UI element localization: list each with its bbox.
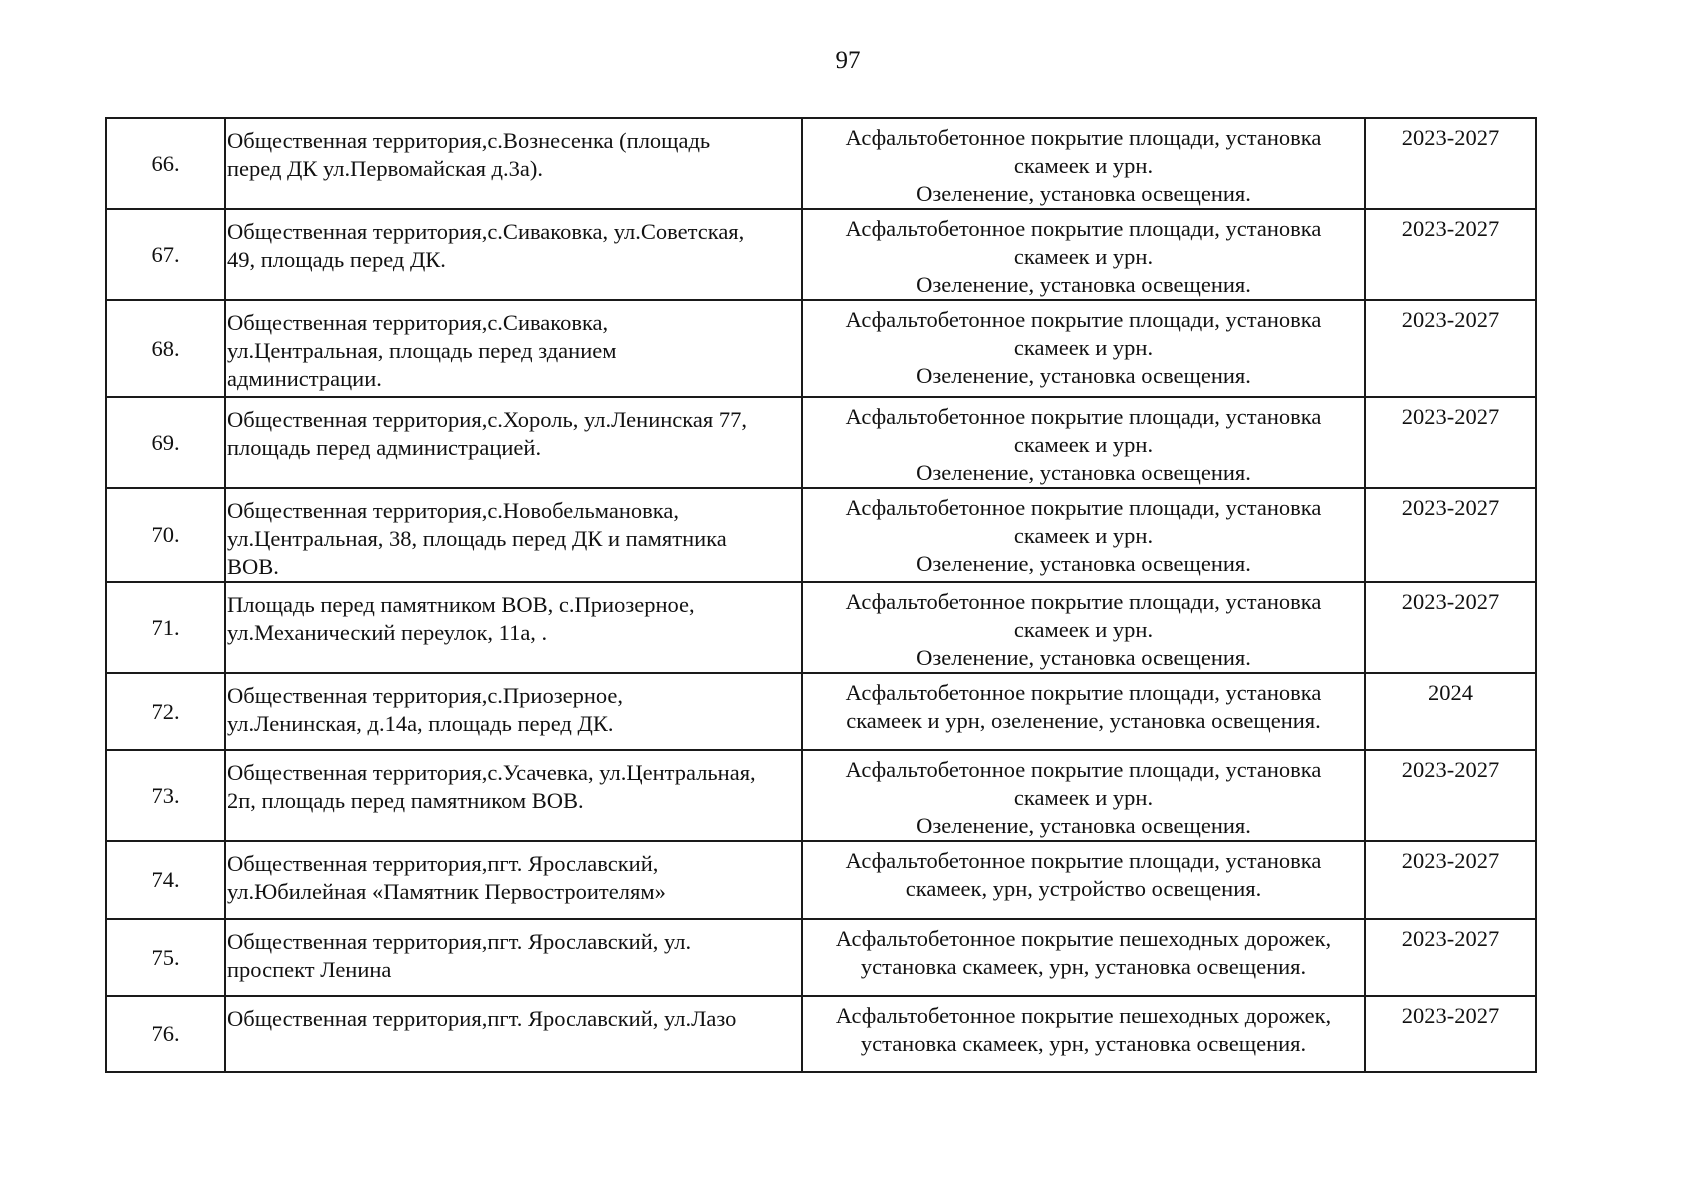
implementation-years: 2023-2027 <box>1365 841 1536 919</box>
table-row <box>106 673 1536 750</box>
implementation-years: 2023-2027 <box>1365 996 1536 1072</box>
row-number: 66. <box>106 118 225 209</box>
table-row <box>106 397 1536 488</box>
works-description: Асфальтобетонное покрытие площади, установка скамеек и урн. Озеленение, установка освещения. <box>845 307 1322 388</box>
works-description: Асфальтобетонное покрытие площади, установка скамеек и урн. Озеленение, установка освещения. <box>845 495 1322 576</box>
implementation-years: 2023-2027 <box>1365 300 1536 397</box>
table-row <box>106 750 1536 841</box>
row-number: 69. <box>106 397 225 488</box>
table-row <box>106 209 1536 300</box>
implementation-years: 2024 <box>1365 673 1536 750</box>
territory-name: Общественная территория,с.Вознесенка (площадь перед ДК ул.Первомайская д.3а). <box>227 128 711 181</box>
table-row <box>106 488 1536 582</box>
works-description: Асфальтобетонное покрытие площади, установка скамеек и урн. Озеленение, установка освещения. <box>845 589 1322 670</box>
table-row <box>106 118 1536 209</box>
works-description: Асфальтобетонное покрытие пешеходных дорожек, установка скамеек, урн, установка освещения. <box>835 1003 1332 1056</box>
territory-name: Общественная территория,с.Приозерное, ул.Ленинская, д.14а, площадь перед ДК. <box>227 683 624 736</box>
page-number: 97 <box>835 47 861 74</box>
works-description: Асфальтобетонное покрытие пешеходных дорожек, установка скамеек, урн, установка освещения. <box>835 926 1332 979</box>
works-description: Асфальтобетонное покрытие площади, установка скамеек и урн. Озеленение, установка освещения. <box>845 216 1322 297</box>
territory-name: Общественная территория,с.Новобельмановка, ул.Центральная, 38, площадь перед ДК и памятника ВОВ. <box>227 498 727 579</box>
table-row <box>106 919 1536 996</box>
works-description: Асфальтобетонное покрытие площади, установка скамеек и урн. Озеленение, установка освещения. <box>845 404 1322 485</box>
territory-name: Общественная территория,пгт. Ярославский, ул.Юбилейная «Памятник Первостроителям» <box>227 851 666 904</box>
row-number: 72. <box>106 673 225 750</box>
row-number: 70. <box>106 488 225 582</box>
works-description: Асфальтобетонное покрытие площади, установка скамеек и урн. Озеленение, установка освещения. <box>845 757 1322 838</box>
row-number: 67. <box>106 209 225 300</box>
implementation-years: 2023-2027 <box>1365 118 1536 209</box>
territory-name: Общественная территория,с.Сиваковка, ул.Советская, 49, площадь перед ДК. <box>227 219 745 272</box>
territory-name: Общественная территория,пгт. Ярославский, ул. проспект Ленина <box>227 929 692 982</box>
table-row <box>106 582 1536 673</box>
implementation-years: 2023-2027 <box>1365 919 1536 996</box>
territory-name: Общественная территория,с.Хороль, ул.Ленинская 77, площадь перед администрацией. <box>227 407 747 460</box>
territory-name: Площадь перед памятником ВОВ, с.Приозерное, ул.Механический переулок, 11а, . <box>227 592 695 645</box>
implementation-years: 2023-2027 <box>1365 209 1536 300</box>
row-number: 74. <box>106 841 225 919</box>
table-row <box>106 841 1536 919</box>
territory-name: Общественная территория,с.Усачевка, ул.Центральная, 2п, площадь перед памятником ВОВ. <box>227 760 756 813</box>
row-number: 76. <box>106 996 225 1072</box>
territory-name: Общественная территория,с.Сиваковка, ул.Центральная, площадь перед зданием администрации. <box>227 310 617 391</box>
territories-table <box>105 117 1537 1073</box>
table-row <box>106 996 1536 1072</box>
territory-name: Общественная территория,пгт. Ярославский, ул.Лазо <box>227 1006 737 1031</box>
works-description: Асфальтобетонное покрытие площади, установка скамеек и урн, озеленение, установка освещения. <box>845 680 1322 733</box>
row-number: 75. <box>106 919 225 996</box>
row-number: 71. <box>106 582 225 673</box>
works-description: Асфальтобетонное покрытие площади, установка скамеек и урн. Озеленение, установка освещения. <box>845 125 1322 206</box>
implementation-years: 2023-2027 <box>1365 397 1536 488</box>
implementation-years: 2023-2027 <box>1365 488 1536 582</box>
implementation-years: 2023-2027 <box>1365 750 1536 841</box>
row-number: 68. <box>106 300 225 397</box>
row-number: 73. <box>106 750 225 841</box>
works-description: Асфальтобетонное покрытие площади, установка скамеек, урн, устройство освещения. <box>845 848 1322 901</box>
table-row <box>106 300 1536 397</box>
implementation-years: 2023-2027 <box>1365 582 1536 673</box>
